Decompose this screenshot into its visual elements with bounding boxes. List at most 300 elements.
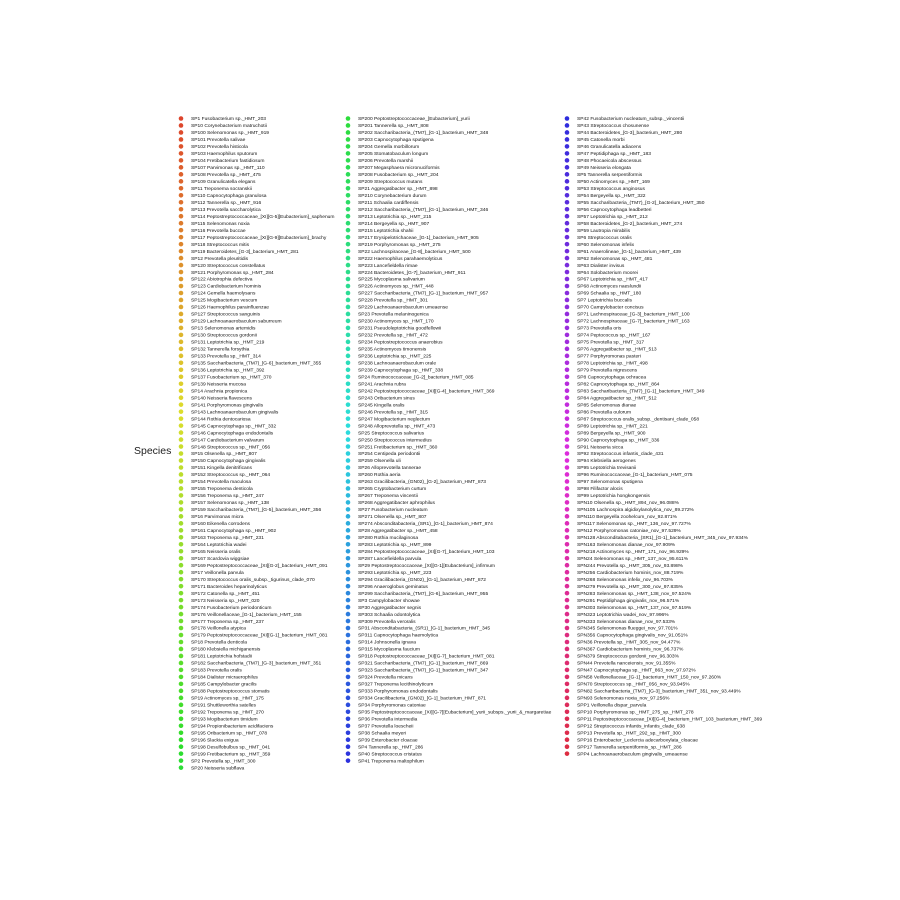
legend-key-dot bbox=[179, 144, 184, 149]
legend-entry-label: SP99 Leptotrichia hongkongensis bbox=[577, 494, 650, 500]
legend-key-dot bbox=[346, 179, 351, 184]
legend-key-dot bbox=[179, 395, 184, 400]
legend-key-dot bbox=[346, 570, 351, 575]
legend-key-dot bbox=[565, 633, 570, 638]
legend-key-dot bbox=[346, 710, 351, 715]
legend-entry-label: SPN36 Prevotella sp._HMT_305_nov_94.477% bbox=[577, 640, 681, 646]
legend-entry-label: SP36 Prevotella intermedia bbox=[358, 717, 418, 723]
legend-entry-label: SP48 Phocaeicola abscessus bbox=[577, 159, 642, 165]
legend-key-dot bbox=[565, 612, 570, 617]
legend-title: Species bbox=[134, 445, 172, 457]
legend-key-dot bbox=[346, 528, 351, 533]
legend-key-dot bbox=[565, 158, 570, 163]
legend-entry-label: SP61 Anaerolineae_[G-1]_bacterium_HMT_439 bbox=[577, 249, 681, 255]
legend-key-dot bbox=[565, 340, 570, 345]
legend-key-dot bbox=[346, 751, 351, 756]
legend-entry-label: SP225 Mycoplasma salivarium bbox=[358, 277, 425, 283]
legend-key-dot bbox=[346, 486, 351, 491]
legend-entry-label: SP152 Streptococcus sp._HMT_064 bbox=[191, 473, 271, 479]
legend-key-dot bbox=[346, 151, 351, 156]
legend-entry-label: SP229 Lachnoanaerobaculum umeaense bbox=[358, 305, 448, 311]
legend-key-dot bbox=[179, 381, 184, 386]
legend-key-dot bbox=[179, 430, 184, 435]
legend-entry-label: SP39 Enterobacter cloacae bbox=[358, 738, 418, 744]
legend-entry-label: SP192 Treponema sp._HMT_270 bbox=[191, 710, 264, 716]
legend-entry-label: SP283 Leptotrichia sp._HMT_899 bbox=[358, 542, 432, 548]
legend-key-dot bbox=[179, 507, 184, 512]
legend-key-dot bbox=[346, 367, 351, 372]
legend-key-dot bbox=[565, 472, 570, 477]
legend-entry-label: SP191 Shuttleworthia satelles bbox=[191, 703, 256, 709]
legend-key-dot bbox=[565, 326, 570, 331]
legend-key-dot bbox=[346, 298, 351, 303]
legend-key-dot bbox=[565, 214, 570, 219]
legend-key-dot bbox=[346, 675, 351, 680]
legend-key-dot bbox=[565, 165, 570, 170]
legend-entry-label: SP284 Peptostreptococcaceae_[XI][G-7]_bacterium_HMT_103 bbox=[358, 549, 495, 555]
legend-entry-label: SP101 Prevotella salivae bbox=[191, 138, 246, 144]
legend-key-dot bbox=[346, 612, 351, 617]
legend-entry-label: SP108 Prevotella sp._HMT_475 bbox=[191, 173, 261, 179]
legend-key-dot bbox=[179, 472, 184, 477]
legend-entry-label: SP251 Fretibacterium sp._HMT_360 bbox=[358, 445, 438, 451]
legend-entry-label: SP113 Prevotella saccharolytica bbox=[191, 207, 261, 213]
legend-key-dot bbox=[565, 367, 570, 372]
legend-key-dot bbox=[346, 361, 351, 366]
legend-key-dot bbox=[179, 556, 184, 561]
legend-entry-label: SP239 Capnocytophaga sp._HMT_338 bbox=[358, 368, 444, 374]
legend-entry-label: SP125 Mogibacterium vescum bbox=[191, 298, 258, 304]
legend-entry-label: SP31 Absconditabacteria_(SR1)_[G-1]_bacterium_HMT_345 bbox=[358, 626, 491, 632]
legend-key-dot bbox=[179, 486, 184, 491]
legend-key-dot bbox=[179, 703, 184, 708]
legend-entry-label: SP109 Granulicatella elegans bbox=[191, 180, 256, 186]
legend-key-dot bbox=[565, 263, 570, 268]
legend-entry-label: SPN82 Saccharibacteria_(TM7)_[G-3]_bacterium_HMT_351_nov_93.449% bbox=[577, 689, 741, 695]
legend-entry-label: SP259 Olsenella uli bbox=[358, 459, 401, 465]
legend-entry-label: SP224 Bacteroidetes_[G-7]_bacterium_HMT_911 bbox=[358, 270, 466, 276]
legend-entry-label: SP219 Porphyromonas sp._HMT_275 bbox=[358, 242, 441, 248]
legend-entry-label: SP96 Ruminococcaceae_[G-1]_bacterium_HMT_075 bbox=[577, 473, 693, 479]
legend-entry-label: SP327 Treponema lecithinolyticum bbox=[358, 682, 434, 688]
legend-key-dot bbox=[346, 165, 351, 170]
legend-entry-label: SP173 Neisseria sp._HMT_020 bbox=[191, 598, 260, 604]
legend-key-dot bbox=[565, 486, 570, 491]
legend-entry-label: SP12 Prevotella pleuritidis bbox=[191, 256, 249, 262]
legend-entry-label: SP133 Prevotella sp._HMT_314 bbox=[191, 354, 261, 360]
legend-entry-label: SP146 Capnocytophaga endodontalis bbox=[191, 431, 274, 437]
legend-entry-label: SP137 Fusobacterium sp._HMT_370 bbox=[191, 375, 272, 381]
legend-entry-label: SPN333 Selenomonas dianae_nov_97.533% bbox=[577, 619, 676, 625]
legend-entry-label: SP17 Veillonella parvula bbox=[191, 570, 244, 576]
legend-entry-label: SP334 Gracilibacteria_(GN02)_[G-1]_bacterium_HMT_871 bbox=[358, 696, 487, 702]
legend-entry-label: SP241 Arachnia rubra bbox=[358, 382, 406, 388]
legend-key-dot bbox=[179, 535, 184, 540]
legend-key-dot bbox=[565, 116, 570, 121]
legend-entry-label: SP132 Tannerella forsythia bbox=[191, 347, 250, 353]
legend-entry-label: SPN44 Prevotella nanceiensis_nov_91.355% bbox=[577, 661, 676, 667]
legend-key-dot bbox=[179, 116, 184, 121]
legend-key-dot bbox=[179, 493, 184, 498]
legend-key-dot bbox=[565, 654, 570, 659]
legend-key-dot bbox=[346, 647, 351, 652]
legend-key-dot bbox=[346, 423, 351, 428]
legend-key-dot bbox=[565, 563, 570, 568]
legend-entry-label: SP44 Bacteroidetes_[G-3]_bacterium_HMT_280 bbox=[577, 131, 683, 137]
legend-entry-label: SP260 Rothia aeria bbox=[358, 473, 401, 479]
legend-key-dot bbox=[179, 151, 184, 156]
legend-key-dot bbox=[179, 479, 184, 484]
legend-entry-label: SP165 Neisseria oralis bbox=[191, 549, 241, 555]
legend-entry-label: SP136 Leptotrichia sp._HMT_392 bbox=[191, 368, 265, 374]
legend-entry-label: SP150 Capnocytophaga gingivalis bbox=[191, 459, 266, 465]
legend-key-dot bbox=[179, 689, 184, 694]
legend-key-dot bbox=[179, 298, 184, 303]
legend-entry-label: SPN283 Selenomonas sp._HMT_138_nov_97.524% bbox=[577, 591, 692, 597]
legend-entry-label: SP154 Prevotella maculosa bbox=[191, 480, 252, 486]
legend-key-dot bbox=[565, 298, 570, 303]
legend-key-dot bbox=[346, 465, 351, 470]
legend-key-dot bbox=[565, 319, 570, 324]
legend-key-dot bbox=[179, 570, 184, 575]
legend-entry-label: SP293 Leptotrichia sp._HMT_223 bbox=[358, 570, 432, 576]
legend-entry-label: SP20 Neisseria subflava bbox=[191, 766, 245, 772]
legend-key-dot bbox=[346, 388, 351, 393]
legend-entry-label: SP116 Prevotella buccae bbox=[191, 228, 246, 234]
legend-key-dot bbox=[179, 123, 184, 128]
legend-key-dot bbox=[179, 333, 184, 338]
legend-key-dot bbox=[565, 626, 570, 631]
legend-entry-label: SP267 Treponema vincentii bbox=[358, 494, 418, 500]
legend-entry-label: SP143 Lachnoanaerobaculum gingivalis bbox=[191, 410, 279, 416]
legend-entry-label: SP268 Aggregatibacter aphrophilus bbox=[358, 501, 435, 507]
legend-key-dot bbox=[346, 682, 351, 687]
legend-key-dot bbox=[346, 130, 351, 135]
legend-key-dot bbox=[346, 277, 351, 282]
legend-key-dot bbox=[565, 137, 570, 142]
legend-key-dot bbox=[565, 430, 570, 435]
legend-key-dot bbox=[565, 235, 570, 240]
legend-entry-label: SP163 Treponema sp._HMT_231 bbox=[191, 536, 264, 541]
legend-key-dot bbox=[179, 242, 184, 247]
legend-key-dot bbox=[346, 214, 351, 219]
legend-key-dot bbox=[565, 186, 570, 191]
legend-key-dot bbox=[565, 619, 570, 624]
legend-key-dot bbox=[346, 193, 351, 198]
legend-key-dot bbox=[346, 549, 351, 554]
legend-key-dot bbox=[565, 577, 570, 582]
legend-entry-label: SP156 Treponema sp._HMT_247 bbox=[191, 494, 264, 500]
legend-entry-label: SP40 Streptococcus cristatus bbox=[358, 752, 422, 758]
legend-key-dot bbox=[565, 598, 570, 603]
legend-entry-label: SPN367 Cardiobacterium hominis_nov_96.737% bbox=[577, 647, 684, 653]
legend-entry-label: SP314 Johnsonella ignava bbox=[358, 640, 416, 646]
legend-entry-label: SP77 Porphyromonas pasteri bbox=[577, 354, 641, 360]
legend-entry-label: SP232 Prevotella sp._HMT_472 bbox=[358, 333, 428, 339]
legend-entry-label: SP208 Fusobacterium sp._HMT_204 bbox=[358, 173, 439, 179]
legend-entry-label: SP23 Prevotella melaninogenica bbox=[358, 312, 429, 318]
legend-entry-label: SP200 Peptostreptococcaceae_[Eubacterium]_yurii bbox=[358, 117, 470, 123]
legend-key-dot bbox=[346, 374, 351, 379]
legend-key-dot bbox=[179, 137, 184, 142]
legend-entry-label: SP123 Cardiobacterium hominis bbox=[191, 284, 262, 290]
legend-entry-label: SP87 Streptococcus oralis_subsp._dentisani_clade_058 bbox=[577, 417, 700, 423]
legend-key-dot bbox=[346, 333, 351, 338]
legend-entry-label: SP18 Prevotella denticola bbox=[191, 640, 248, 646]
legend-entry-label: SP63 Dialister invisus bbox=[577, 263, 625, 269]
legend-key-dot bbox=[346, 402, 351, 407]
legend-entry-label: SP13 Selenomonas artemidis bbox=[191, 326, 256, 332]
legend-key-dot bbox=[346, 500, 351, 505]
legend-entry-label: SPN323 Leptotrichia wadei_nov_97.996% bbox=[577, 612, 669, 618]
legend-entry-label: SP86 Prevotella oulorum bbox=[577, 410, 632, 416]
legend-key-dot bbox=[179, 249, 184, 254]
legend-entry-label: SP274 Absconditabacteria_(SR1)_[G-1]_bacterium_HMT_874 bbox=[358, 522, 493, 528]
legend-key-dot bbox=[346, 605, 351, 610]
legend-entry-label: SP46 Granulicatella adiacens bbox=[577, 145, 642, 151]
legend-key-dot bbox=[565, 500, 570, 505]
legend-entry-label: SP25 Streptococcus salivarius bbox=[358, 431, 425, 437]
legend-key-dot bbox=[346, 661, 351, 666]
legend-entry-label: SP212 Saccharibacteria_(TM7)_[G-1]_bacterium_HMT_346 bbox=[358, 207, 489, 213]
legend-key-dot bbox=[346, 514, 351, 519]
legend-key-dot bbox=[346, 235, 351, 240]
legend-key-dot bbox=[179, 374, 184, 379]
legend-entry-label: SP112 Tannerella sp._HMT_916 bbox=[191, 200, 262, 206]
legend-entry-label: SPP1 Veillonella dispar_parvula bbox=[577, 703, 647, 709]
legend-key-dot bbox=[565, 521, 570, 526]
legend-entry-label: SP231 Pseudoleptotrichia goodfellowii bbox=[358, 326, 442, 332]
legend-key-dot bbox=[346, 493, 351, 498]
legend-entry-label: SPN10 Olsenella sp._HMT_894_nov_96.088% bbox=[577, 501, 679, 507]
legend-key-dot bbox=[565, 388, 570, 393]
legend-key-dot bbox=[179, 291, 184, 296]
legend-key-dot bbox=[565, 151, 570, 156]
legend-key-dot bbox=[179, 737, 184, 742]
legend-key-dot bbox=[346, 626, 351, 631]
legend-entry-label: SP323 Saccharibacteria_(TM7)_[G-1]_bacterium_HMT_347 bbox=[358, 668, 489, 674]
legend-entry-label: SP287 Lancefieldella parvula bbox=[358, 556, 422, 562]
legend-entry-label: SPN93 Selenomonas noxia_nov_97.256% bbox=[577, 696, 670, 702]
legend-key-dot bbox=[179, 730, 184, 735]
legend-key-dot bbox=[179, 500, 184, 505]
legend-entry-label: SP104 Fretibacterium fastidiosum bbox=[191, 159, 265, 165]
legend-entry-label: SP324 Prevotella micans bbox=[358, 675, 413, 681]
legend-key-dot bbox=[179, 228, 184, 233]
legend-entry-label: SPP16 Enterobacter_Leclercia adecarboxylata_cloacae bbox=[577, 738, 698, 744]
legend-key-dot bbox=[346, 640, 351, 645]
legend-entry-label: SP126 Haemophilus parainfluenzae bbox=[191, 305, 270, 311]
legend-entry-label: SP127 Streptococcus sanguinis bbox=[191, 312, 261, 318]
legend-entry-label: SP211 Schaalia cardiffensis bbox=[358, 200, 419, 206]
legend-key-dot bbox=[179, 200, 184, 205]
legend-key-dot bbox=[565, 465, 570, 470]
legend-key-dot bbox=[565, 381, 570, 386]
legend-key-dot bbox=[179, 305, 184, 310]
legend-key-dot bbox=[565, 682, 570, 687]
legend-entry-label: SP35 Peptostreptococcaceae_[XI][G-7][Eubacterium]_yurii_subsps._yurii_&_margaretiae bbox=[358, 710, 552, 716]
legend-entry-label: SP50 Actinomyces sp._HMT_169 bbox=[577, 180, 650, 186]
legend-key-dot bbox=[346, 326, 351, 331]
legend-entry-label: SP265 Cryptobacterium curtum bbox=[358, 487, 427, 493]
legend-key-dot bbox=[179, 661, 184, 666]
legend-entry-label: SP145 Capnocytophaga sp._HMT_332 bbox=[191, 424, 277, 430]
legend-entry-label: SP151 Kingella denitrificans bbox=[191, 466, 252, 472]
legend-key-dot bbox=[179, 256, 184, 261]
legend-entry-label: SP157 Selenomonas sp._HMT_138 bbox=[191, 501, 270, 507]
legend-entry-label: SP148 Streptococcus sp._HMT_056 bbox=[191, 445, 271, 451]
legend-key-dot bbox=[179, 235, 184, 240]
legend-key-dot bbox=[565, 361, 570, 366]
legend-entry-label: SP195 Oribacterium sp._HMT_078 bbox=[191, 731, 268, 737]
legend-key-dot bbox=[565, 221, 570, 226]
legend-entry-label: SP178 Veillonella atypica bbox=[191, 626, 246, 632]
legend-entry-label: SP333 Porphyromonas endodontalis bbox=[358, 689, 438, 695]
legend-key-dot bbox=[179, 451, 184, 456]
legend-key-dot bbox=[565, 374, 570, 379]
legend-key-dot bbox=[346, 521, 351, 526]
legend-entry-label: SP167 Scardovia wiggsiae bbox=[191, 556, 250, 562]
legend-key-dot bbox=[565, 479, 570, 484]
legend-key-dot bbox=[346, 291, 351, 296]
legend-entry-label: SP84 Aggregatibacter sp._HMT_512 bbox=[577, 396, 657, 402]
legend-entry-label: SP115 Selenomonas noxia bbox=[191, 221, 250, 227]
legend-entry-label: SP24 Ruminococcaceae_[G-2]_bacterium_HMT_085 bbox=[358, 375, 474, 381]
legend-key-dot bbox=[346, 591, 351, 596]
legend-key-dot bbox=[565, 437, 570, 442]
legend-key-dot bbox=[346, 137, 351, 142]
legend-entry-label: SP159 Saccharibacteria_(TM7)_[G-5]_bacterium_HMT_356 bbox=[191, 508, 322, 514]
legend-entry-label: SP90 Capnocytophaga sp._HMT_336 bbox=[577, 438, 660, 444]
legend-entry-label: SP245 Kingella oralis bbox=[358, 403, 405, 409]
legend-entry-label: SP203 Capnocytophaga sputigena bbox=[358, 138, 434, 144]
legend-key-dot bbox=[179, 612, 184, 617]
legend-key-dot bbox=[179, 284, 184, 289]
legend-key-dot bbox=[565, 284, 570, 289]
legend-key-dot bbox=[179, 626, 184, 631]
legend-entry-label: SP89 Bergeyella sp._HMT_900 bbox=[577, 431, 646, 437]
legend-entry-label: SP72 Lachnospiraceae_[G-7]_bacterium_HMT_163 bbox=[577, 319, 690, 325]
legend-entry-label: SP71 Lachnospiraceae_[G-3]_bacterium_HMT_100 bbox=[577, 312, 690, 318]
legend-entry-label: SP315 Mycoplasma faucium bbox=[358, 647, 420, 653]
legend-key-dot bbox=[565, 242, 570, 247]
legend-entry-label: SP6 Streptococcus oralis bbox=[577, 235, 632, 241]
legend-entry-label: SP160 Eikenella corrodens bbox=[191, 522, 250, 528]
legend-entry-label: SP41 Treponema maltophilum bbox=[358, 759, 424, 765]
legend-entry-label: SPP10 Porphyromonas sp._HMT_275_sp._HMT_278 bbox=[577, 710, 694, 716]
legend-entry-label: SP248 Alloprevotella sp._HMT_473 bbox=[358, 424, 436, 430]
legend-key-dot bbox=[565, 458, 570, 463]
legend-entry-label: SP70 Campylobacter concisus bbox=[577, 305, 644, 311]
legend-entry-label: SP135 Saccharibacteria_(TM7)_[G-6]_bacterium_HMT_355 bbox=[191, 361, 322, 367]
legend-key-dot bbox=[565, 409, 570, 414]
legend-entry-label: SP22 Lachnospiraceae_[G-8]_bacterium_HMT_500 bbox=[358, 249, 471, 255]
legend-entry-label: SP57 Leptotrichia sp._HMT_212 bbox=[577, 214, 648, 220]
legend-key-dot bbox=[565, 193, 570, 198]
legend-entry-label: SP4 Tannerella sp._HMT_286 bbox=[358, 745, 424, 751]
legend-key-dot bbox=[565, 723, 570, 728]
legend-entry-label: SPN47 Capnocytophaga sp._HMT_863_nov_97.972% bbox=[577, 668, 696, 674]
legend-key-dot bbox=[346, 430, 351, 435]
legend-entry-label: SP5 Tannerella serpentiformis bbox=[577, 173, 643, 179]
legend-key-dot bbox=[179, 326, 184, 331]
legend-entry-label: SP172 Catonella sp._HMT_451 bbox=[191, 591, 260, 597]
legend-key-dot bbox=[565, 305, 570, 310]
legend-key-dot bbox=[346, 347, 351, 352]
legend-key-dot bbox=[565, 291, 570, 296]
legend-entry-label: SP182 Saccharibacteria_(TM7)_[G-3]_bacterium_HMT_351 bbox=[191, 661, 322, 667]
legend-key-dot bbox=[346, 312, 351, 317]
legend-entry-label: SP183 Prevotella oralis bbox=[191, 668, 242, 674]
legend-entry-label: SP164 Leptotrichia wadei bbox=[191, 542, 247, 548]
legend-key-dot bbox=[179, 423, 184, 428]
legend-entry-label: SP73 Prevotella oris bbox=[577, 326, 622, 332]
legend-key-dot bbox=[346, 256, 351, 261]
legend-key-dot bbox=[179, 744, 184, 749]
legend-entry-label: SPN117 Selenomonas sp._HMT_136_nov_97.727% bbox=[577, 522, 691, 528]
legend-key-dot bbox=[565, 333, 570, 338]
legend-key-dot bbox=[565, 689, 570, 694]
legend-entry-label: SPN379 Streptococcus gordonii_nov_96.303% bbox=[577, 654, 679, 660]
legend-key-dot bbox=[179, 270, 184, 275]
legend-entry-label: SP177 Treponema sp._HMT_237 bbox=[191, 619, 264, 625]
legend-key-dot bbox=[179, 542, 184, 547]
legend-key-dot bbox=[179, 416, 184, 421]
legend-key-dot bbox=[179, 214, 184, 219]
legend-entry-label: SP235 Actinomyces timonensis bbox=[358, 347, 427, 353]
legend-key-dot bbox=[179, 402, 184, 407]
legend-entry-label: SP271 Olsenella sp._HMT_807 bbox=[358, 515, 427, 521]
legend-key-dot bbox=[179, 591, 184, 596]
legend-entry-label: SP97 Selenomonas sputigena bbox=[577, 480, 643, 486]
legend-key-dot bbox=[346, 228, 351, 233]
legend-entry-label: SP49 Neisseria elongata bbox=[577, 166, 631, 172]
legend-key-dot bbox=[179, 465, 184, 470]
legend-entry-label: SPN218 Actinomyces sp._HMT_171_nov_96.929% bbox=[577, 549, 689, 555]
legend-key-dot bbox=[565, 277, 570, 282]
legend-key-dot bbox=[346, 416, 351, 421]
legend-entry-label: SP110 Capnocytophaga granulosa bbox=[191, 193, 267, 199]
legend-key-dot bbox=[179, 186, 184, 191]
legend-key-dot bbox=[565, 256, 570, 261]
legend-entry-label: SP53 Streptococcus anginosus bbox=[577, 187, 645, 192]
legend-entry-label: SP91 Neisseria sicca bbox=[577, 445, 624, 451]
legend-entry-label: SP243 Oribacterium sinus bbox=[358, 396, 415, 402]
legend-key-dot bbox=[565, 207, 570, 212]
legend-key-dot bbox=[346, 542, 351, 547]
legend-key-dot bbox=[179, 751, 184, 756]
legend-entry-label: SPP12 Streptococcus infantis_infantis_clade_638 bbox=[577, 724, 685, 730]
legend-entry-label: SP199 Fretibacterium sp._HMT_359 bbox=[191, 752, 271, 758]
legend-key-dot bbox=[565, 542, 570, 547]
legend-entry-label: SP129 Lachnoanaerobaculum saburreum bbox=[191, 319, 282, 325]
legend-entry-label: SP140 Neisseria flavescens bbox=[191, 396, 252, 402]
legend-key-dot bbox=[565, 312, 570, 317]
legend-key-dot bbox=[346, 186, 351, 191]
legend-entry-label: SP230 Actinomyces sp._HMT_170 bbox=[358, 319, 434, 325]
legend-entry-label: SP294 Gracilibacteria_(GN02)_[G-1]_bacterium_HMT_872 bbox=[358, 577, 487, 583]
legend-entry-label: SP26 Alloprevotella tannerae bbox=[358, 466, 422, 472]
legend-entry-label: SP234 Peptostreptococcus anaerobius bbox=[358, 340, 443, 346]
legend-key-dot bbox=[565, 716, 570, 721]
legend-key-dot bbox=[179, 675, 184, 680]
legend-entry-label: SP62 Selenomonas sp._HMT_481 bbox=[577, 256, 653, 262]
legend-entry-label: SP102 Prevotella histicola bbox=[191, 145, 248, 151]
legend-key-dot bbox=[565, 556, 570, 561]
legend-entry-label: SPN256 Cardiobacterium hominis_nov_88.719% bbox=[577, 570, 684, 576]
legend-entry-label: SPP11 Peptostreptococcaceae_[XI][G-4]_bacterium_HMT_103_bacterium_HMT_369 bbox=[577, 717, 763, 723]
legend-entry-label: SP94 Klebsiella aerogenes bbox=[577, 459, 636, 465]
